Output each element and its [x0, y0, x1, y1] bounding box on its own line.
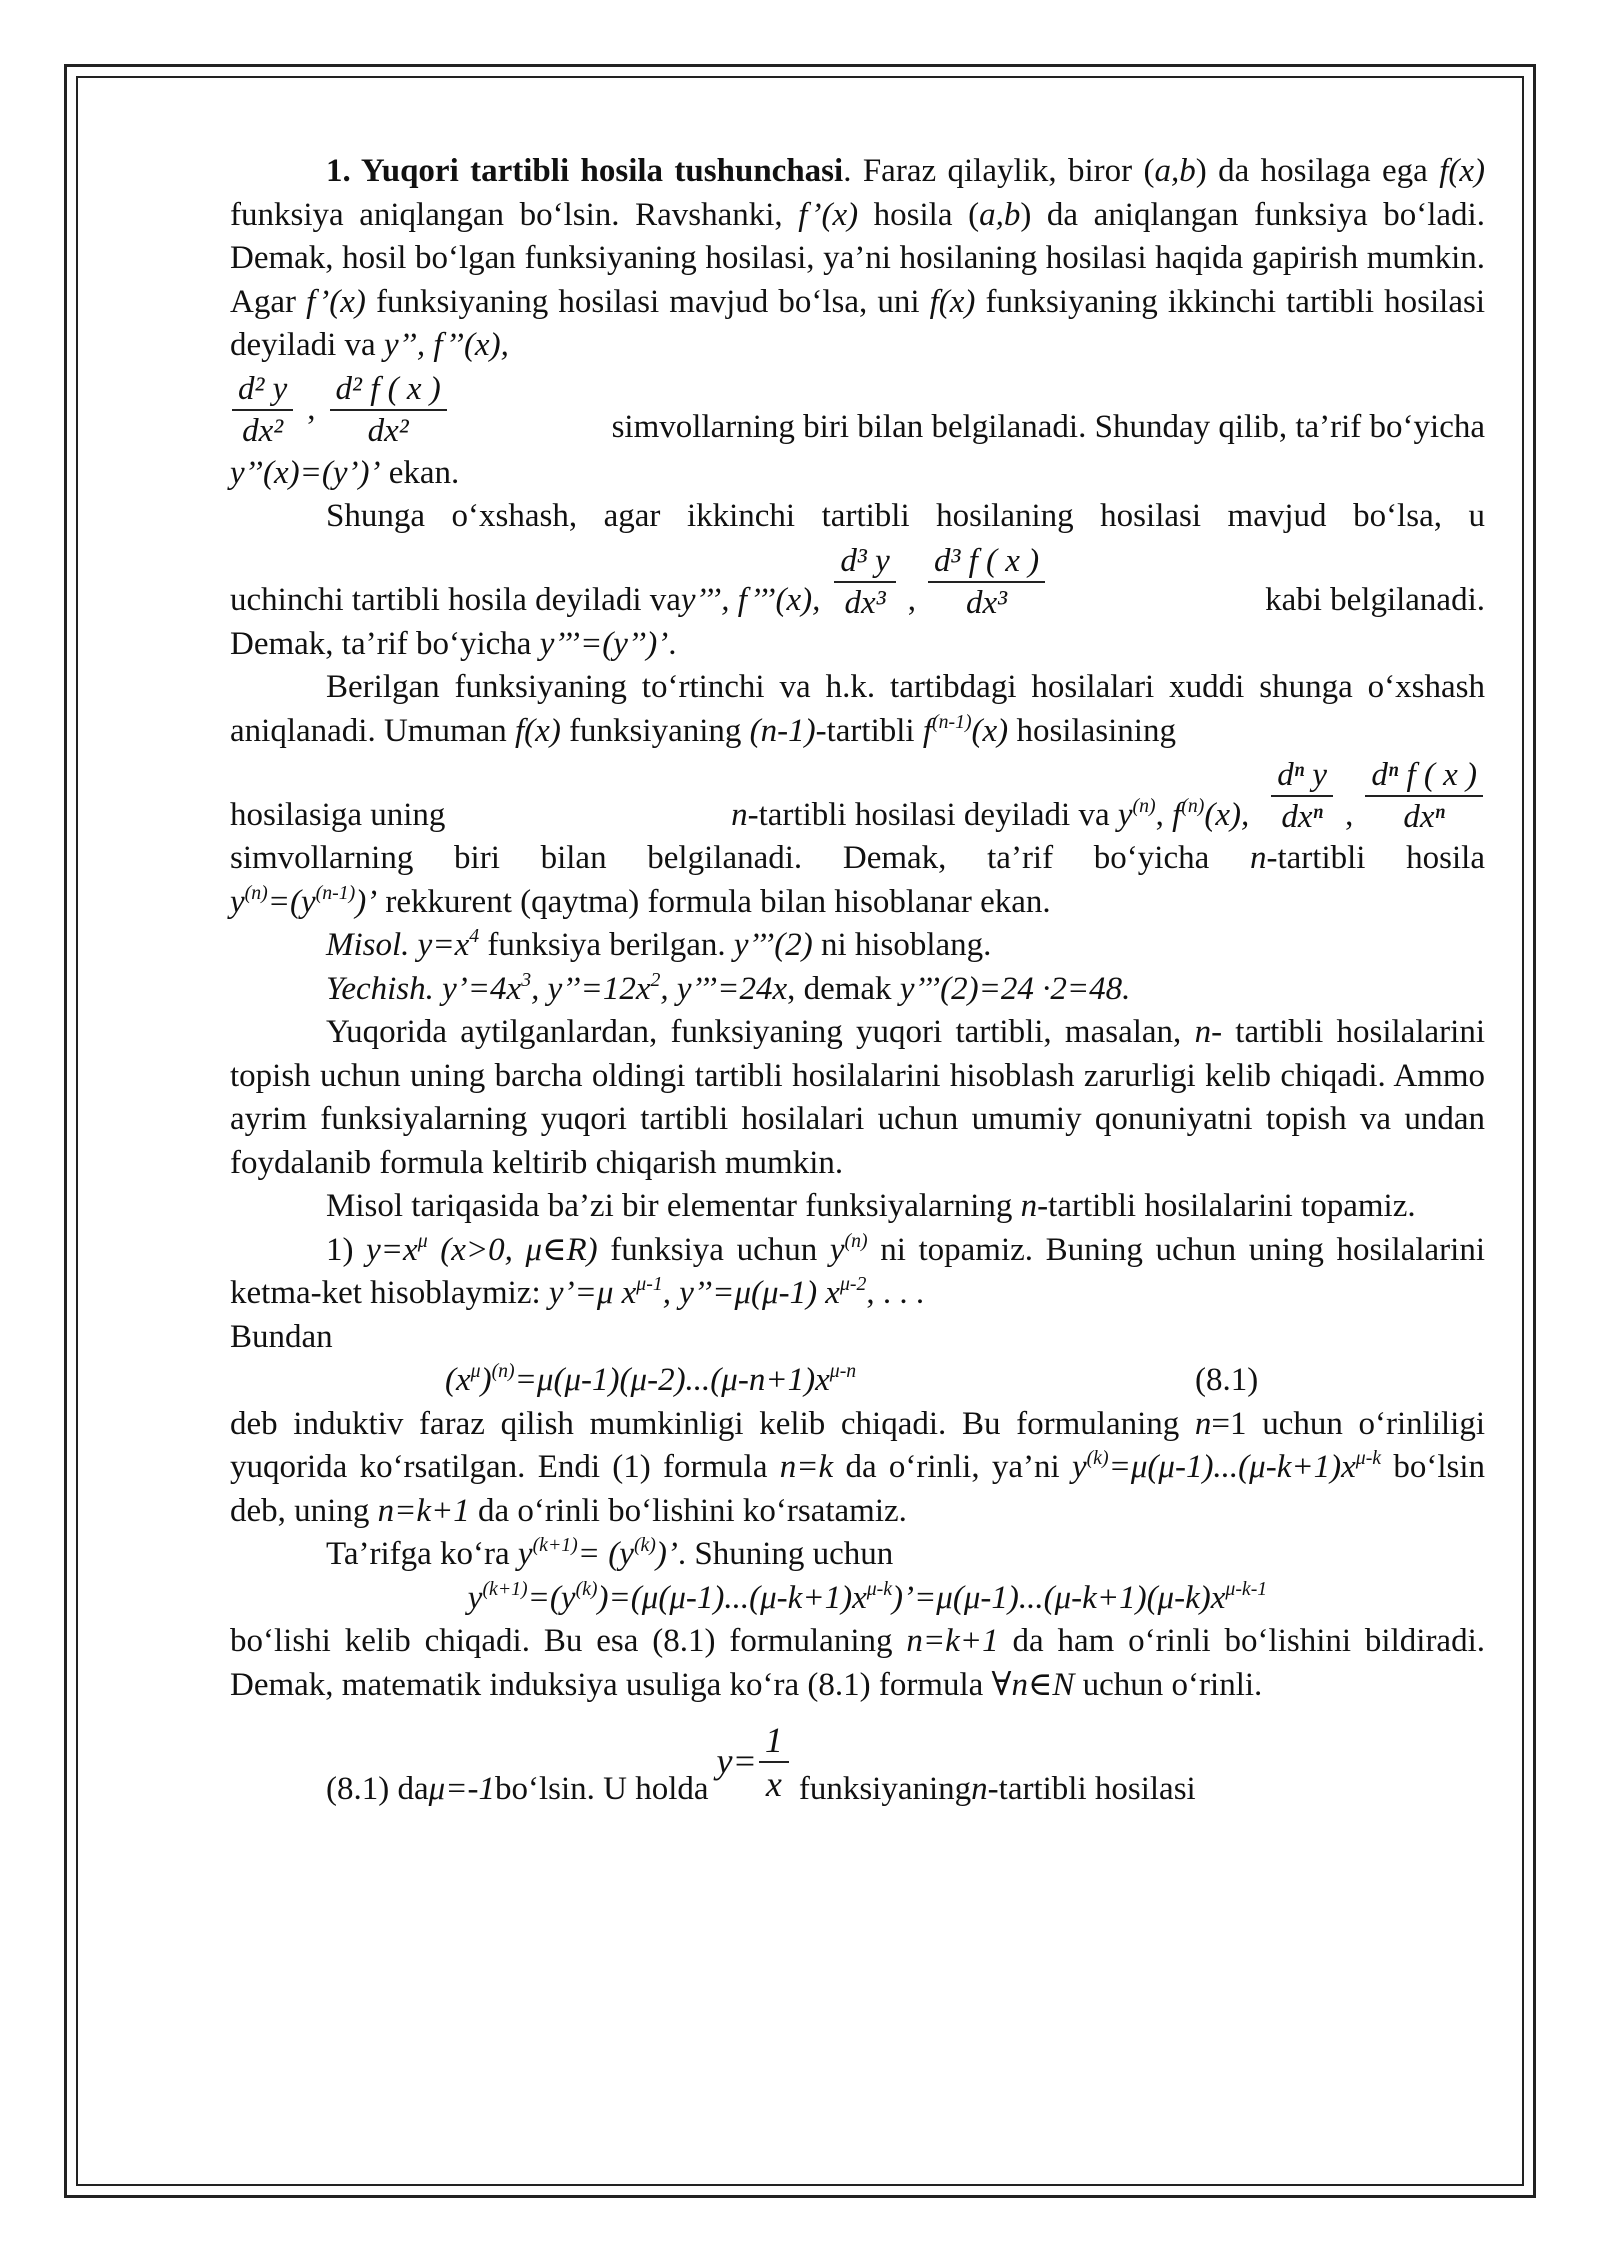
- recurrence-line: $y^{(n)}=(y^{(n-1)})$’ rekkurent (qaytma) formula bilan hisoblanar ekan.: [230, 881, 1051, 920]
- fraction-d2f-dx2: $\frac{\text{d² f ( x )}}{\text{dx²}}$: [330, 369, 447, 451]
- equation-number: (8.1): [1195, 1362, 1259, 1398]
- paragraph-induction: deb induktiv faraz qilish mumkinligi kelib chiqadi. Bu formulaning n=1 uchun o‘rinliligi yuqorida ko‘rsatilgan. Endi (1) formula n=k da o‘rinli, ya’ni $y^{(k)}=\mu(\mu-1)...(\mu-k+1)x^{\mu-k}$ bo‘lsin deb, uning n=k+1 da o‘rinli bo‘lishini ko‘rsatamiz.: [230, 1405, 1486, 1529]
- paragraph-higher-order-remark: Yuqorida aytilganlardan, funksiyaning yuqori tartibli, masalan, n- tartibli hosilalarini topish uchun uning barcha oldingi tartibli hosilalarini hisoblash zarurligi kelib chiqadi. Ammo ayrim funksiyalarning yuqori tartibli hosilalari uchun umumiy qonuniyatni topish va undan foydalanib formula keltirib chiqarish mumkin.: [230, 1014, 1485, 1181]
- definition-line-second: y’’(x)=(y’)’ ekan.: [230, 454, 460, 491]
- fraction-line-second: $\frac{\text{d² y}}{\text{dx²}}$ , $\frac{\text{d² f ( x )}}{\text{dx²}}$ simvollarning biri bilan belgilanadi. Shunday qilib, ta’rif bo‘yicha: [230, 368, 1485, 452]
- nth-derivative-line3: simvollarning biri bilan belgilanadi. Demak, ta’rif bo‘yicha n-tartibli hosila: [230, 840, 1485, 876]
- paragraph-third-derivative-line1: Shunga o‘xshash, agar ikkinchi tartibli hosilaning hosilasi mavjud bo‘lsa, u: [326, 498, 1485, 534]
- bundan-line: Bundan: [230, 1318, 333, 1355]
- equation-8-1: [230, 1359, 1485, 1403]
- example-line: Misol. $y=x^4$ funksiya berilgan. y’’’(2) ni hisoblang.: [326, 925, 992, 963]
- fraction-dny-dxn: $\frac{\text{dⁿ y}}{\text{dxⁿ}}$: [1271, 755, 1333, 837]
- paragraph-example-intro: Misol tariqasida ba’zi bir elementar funksiyalarning n-tartibli hosilalarini topamiz.: [326, 1188, 1416, 1224]
- third-derivative-line: uchinchi tartibli hosila deyiladi va y’’’, f’’’(x), $\frac{\text{d³ y}}{\text{dx³}}$ , $\frac{\text{d³ f ( x )}}{\text{dx³}}$ kabi belgilanadi.: [230, 542, 1485, 621]
- fraction-d2y-dx2: $\frac{\text{d² y}}{\text{dx²}}$: [232, 369, 293, 451]
- paragraph-nth-derivative: Berilgan funksiyaning to‘rtinchi va h.k. tartibdagi hosilalari xuddi shunga o‘xshash aniqlanadi. Umuman f(x) funksiyaning (n-1)-tartibli $f^{(n-1)}(x)$ hosilasining: [230, 669, 1485, 749]
- document-body: [230, 150, 1485, 1811]
- section-heading: 1. Yuqori tartibli hosila tushunchasi: [326, 153, 844, 189]
- paragraph-conclusion: bo‘lishi kelib chiqadi. Bu esa (8.1) formulaning n=k+1 da ham o‘rinli bo‘lishini bildiradi. Demak, matematik induksiya usuliga ko‘ra (8.1) formula ∀n∈N uchun o‘rinli.: [230, 1623, 1485, 1703]
- fraction-d3y-dx3: $\frac{\text{d³ y}}{\text{dx³}}$: [834, 541, 895, 623]
- paragraph-by-definition: Ta’rifga ko‘ra $y^{(k+1)}= (y^{(k)})$’. Shuning uchun: [326, 1534, 894, 1572]
- paragraph-power-function: 1) $y=x^\mu$ (x>0, μ∈R) funksiya uchun $y^{(n)}$ ni topamiz. Buning uchun uning hosilalarini ketma-ket hisoblaymiz: y’=μ $x^{\mu-1}$, y’’=μ(μ-1) $x^{\mu-2}$, . . .: [230, 1229, 1486, 1311]
- paragraph-definition-second-derivative: 1. Yuqori tartibli hosila tushunchasi. Faraz qilaylik, biror (a,b) da hosilaga ega f(x) funksiya aniqlangan bo‘lsin. Ravshanki, f’(x) hosila (a,b) da aniqlangan funksiya bo‘ladi. Demak, hosil bo‘lgan funksiyaning hosilasi, ya’ni hosilaning hosilasi haqida gapirish mumkin. Agar f’(x) funksiyaning hosilasi mavjud bo‘lsa, uni f(x) funksiyaning ikkinchi tartibli hosilasi deyiladi va y’’, f’’(x),: [230, 153, 1486, 363]
- definition-line-third: Demak, ta’rif bo‘yicha y’’’=(y’’)’.: [230, 625, 677, 662]
- formula-y-one-over-x: y= $\frac{1}{x}$: [717, 1719, 791, 1805]
- fraction-d3f-dx3: $\frac{\text{d³ f ( x )}}{\text{dx³}}$: [928, 541, 1045, 623]
- equation-8-1-body: $(x^\mu)^{(n)}=\mu(\mu-1)(\mu-2)...(\mu-n+1)x^{\mu-n}$: [445, 1360, 857, 1398]
- fraction-dnf-dxn: $\frac{\text{dⁿ f ( x )}}{\text{dxⁿ}}$: [1365, 755, 1483, 837]
- equation-induction-step: $y^{(k+1)}=(y^{(k)})=(\mu(\mu-1)...(\mu-k+1)x^{\mu-k})’=\mu(\mu-1)...(\mu-k+1)(\mu-k)x^{\mu-k-1}$: [467, 1577, 1268, 1616]
- nth-derivative-line: hosilasiga uning n-tartibli hosilasi deyiladi va $y^{(n)}$, $f^{(n)}(x)$, $\frac{\text{dⁿ y}}{\text{dxⁿ}}$ , $\frac{\text{dⁿ f ( x )}}{\text{dxⁿ}}$: [230, 753, 1485, 837]
- paragraph-mu-minus-one: (8.1) da μ=-1 bo‘lsin. U holda y= $\frac{1}{x}$ funksiyaning n -tartibli hosilasi: [326, 1720, 1196, 1807]
- solution-line: Yechish. $y’=4x^3$, $y’’=12x^2$, y’’’=24x, demak y’’’(2)=24 ·2=48.: [326, 968, 1131, 1007]
